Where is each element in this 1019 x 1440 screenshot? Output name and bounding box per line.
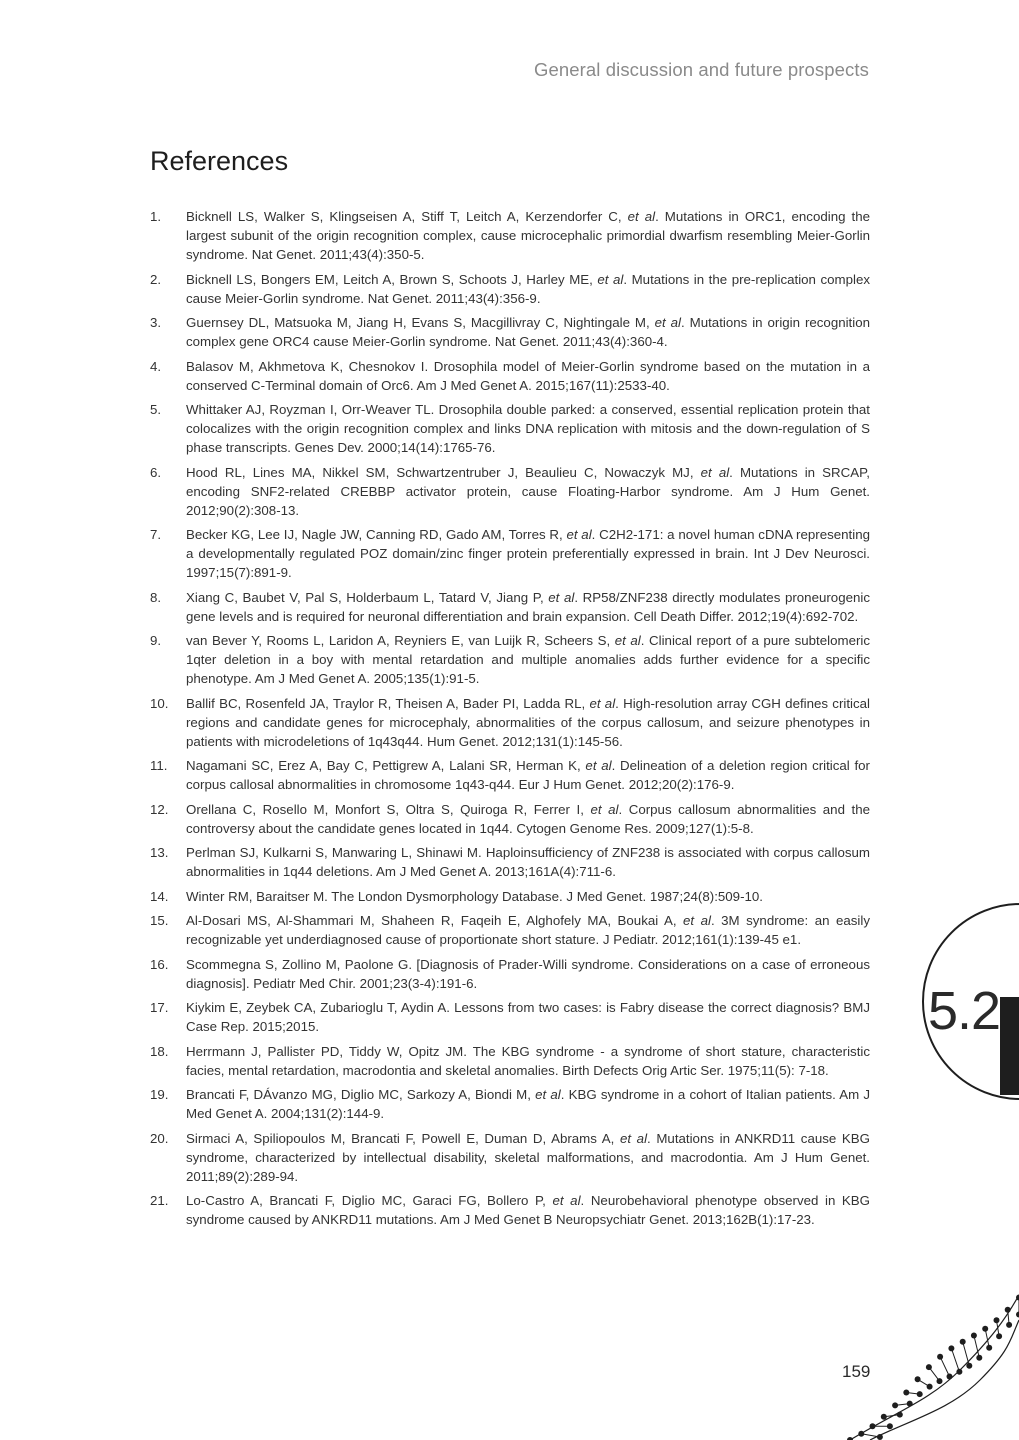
reference-et-al: et al xyxy=(700,464,730,480)
reference-number: 1. xyxy=(150,209,162,224)
dna-dot xyxy=(956,1369,962,1375)
reference-item xyxy=(150,313,870,351)
reference-et-al: et al xyxy=(627,209,656,224)
reference-details: . Mutations in the pre-replication complex cause Meier-Gorlin syndrome. Nat Genet. 2011;43(4):356-9. xyxy=(186,271,870,306)
reference-number: 2. xyxy=(150,271,162,287)
reference-number: 21. xyxy=(150,1193,169,1208)
reference-authors: Guernsey DL, Matsuoka M, Jiang H, Evans S, Macgillivray C, Nightingale M, xyxy=(186,315,655,330)
reference-item xyxy=(150,998,870,1036)
reference-et-al: et al xyxy=(619,1130,648,1146)
reference-authors: Balasov M, Akhmetova K, Chesnokov I. Drosophila model of Meier-Gorlin syndrome based on the mutation in a conserved C-Terminal domain of Orc6. Am J Med Genet A. 2015;167(11):2533-40. xyxy=(186,358,870,393)
reference-item xyxy=(150,955,870,993)
reference-item xyxy=(150,1191,870,1229)
running-head: General discussion and future prospects xyxy=(533,59,869,80)
reference-et-al: et al xyxy=(589,695,616,711)
reference-authors: Hood RL, Lines MA, Nikkel SM, Schwartzentruber J, Beaulieu C, Nowaczyk MJ, xyxy=(186,464,701,480)
reference-details: . Corpus callosum abnormalities and the controversy about the candidate genes located in 1q44. Cytogen Genome Res. 2009;127(1):5-8. xyxy=(186,801,871,836)
reference-number: 6. xyxy=(150,464,162,480)
reference-item xyxy=(150,357,870,395)
reference-authors: Bicknell LS, Bongers EM, Leitch A, Brown S, Schoots J, Harley ME, xyxy=(186,271,598,287)
reference-text xyxy=(186,957,870,991)
dna-dot xyxy=(966,1363,972,1369)
dna-rung xyxy=(929,1367,940,1381)
reference-authors: Sirmaci A, Spiliopoulos M, Brancati F, Powell E, Duman D, Abrams A, xyxy=(186,1130,620,1146)
reference-authors: Herrmann J, Pallister PD, Tiddy W, Opitz JM. The KBG syndrome - a syndrome of short stature, characteristic facies, mental retardation, macrodontia and skeletal anomalies. Birth Defects Orig Artic Ser. 1975;11(5): 7-18. xyxy=(186,1043,870,1078)
reference-number: 11. xyxy=(150,758,168,773)
chapter-tab-bar xyxy=(1000,997,1019,1095)
reference-et-al: et al xyxy=(552,1193,581,1208)
reference-details: . RP58/ZNF238 directly modulates proneurogenic gene levels and is required for neuronal differentiation and brain expansion. Cell Death Differ. 2012;19(4):692-702. xyxy=(186,589,870,624)
reference-item xyxy=(150,800,870,838)
reference-authors: Becker KG, Lee IJ, Nagle JW, Canning RD, Gado AM, Torres R, xyxy=(186,527,567,542)
reference-authors: Nagamani SC, Erez A, Bay C, Pettigrew A, Lalani SR, Herman K, xyxy=(186,758,586,773)
reference-text xyxy=(186,527,870,580)
reference-number: 19. xyxy=(150,1087,169,1102)
reference-text xyxy=(186,272,870,306)
reference-text xyxy=(186,845,870,879)
reference-list xyxy=(150,207,870,1235)
reference-text xyxy=(186,913,870,947)
reference-authors: Kiykim E, Zeybek CA, Zubarioglu T, Aydin A. Lessons from two cases: is Fabry disease the correct diagnosis? BMJ Case Rep. 2015;2015. xyxy=(186,1000,870,1034)
reference-authors: Xiang C, Baubet V, Pal S, Holderbaum L, Tatard V, Jiang P, xyxy=(186,589,549,605)
reference-authors: Brancati F, DÁvanzo MG, Diglio MC, Sarkozy A, Biondi M, xyxy=(186,1087,536,1102)
reference-text xyxy=(186,1193,870,1227)
reference-number: 17. xyxy=(150,1000,169,1015)
reference-authors: Orellana C, Rosello M, Monfort S, Oltra S, Quiroga R, Ferrer I, xyxy=(186,801,591,817)
reference-text xyxy=(186,1087,870,1121)
reference-number: 20. xyxy=(150,1130,169,1146)
reference-item xyxy=(150,1085,870,1123)
reference-text xyxy=(186,590,870,624)
dna-rung xyxy=(951,1348,959,1371)
reference-details: . KBG syndrome in a cohort of Italian patients. Am J Med Genet A. 2004;131(2):144-9. xyxy=(186,1087,870,1121)
dna-rung xyxy=(940,1357,949,1377)
reference-text xyxy=(186,209,870,262)
reference-item xyxy=(150,1129,870,1186)
reference-text xyxy=(186,359,870,393)
reference-number: 5. xyxy=(150,402,162,417)
reference-item xyxy=(150,525,870,582)
reference-details: . Delineation of a deletion region critical for corpus callosal abnormalities in chromosome 1q43-q44. Eur J Hum Genet. 2012;20(2):176-9. xyxy=(186,758,870,792)
reference-number: 9. xyxy=(150,633,162,648)
reference-text xyxy=(186,1000,870,1034)
dna-dot xyxy=(960,1339,966,1345)
reference-item xyxy=(150,207,870,264)
reference-authors: Bicknell LS, Walker S, Klingseisen A, Stiff T, Leitch A, Kerzendorfer C, xyxy=(186,209,628,224)
reference-item xyxy=(150,887,870,906)
dna-rung xyxy=(918,1379,930,1386)
reference-number: 18. xyxy=(150,1043,169,1059)
reference-details: . 3M syndrome: an easily recognizable yet underdiagnosed cause of proportionate short stature. J Pediatr. 2012;161(1):139-45 e1. xyxy=(186,913,870,947)
reference-item xyxy=(150,631,870,688)
reference-authors: Whittaker AJ, Royzman I, Orr-Weaver TL. Drosophila double parked: a conserved, essential replication protein that colocalizes with the origin recognition complex and links DNA replication with mitosis and the down-regulation of S phase transcripts. Genes Dev. 2000;14(14):1765-76. xyxy=(186,402,870,455)
reference-item xyxy=(150,588,870,626)
reference-details: . Mutations in ORC1, encoding the largest subunit of the origin recognition complex, cause microcephalic primordial dwarfism resembling Meier-Gorlin syndrome. Nat Genet. 2011;43(4):350-5. xyxy=(186,209,870,262)
reference-text xyxy=(186,465,870,518)
reference-item xyxy=(150,1042,870,1080)
reference-et-al: et al xyxy=(566,527,592,542)
reference-item xyxy=(150,756,870,794)
reference-details: . High-resolution array CGH defines critical regions and candidate genes for microcephaly, abnormalities of the corpus callosum, and seizure phenotypes in patients with microdeletions of 1q43q44. Hum Genet. 2012;131(1):145-56. xyxy=(186,695,870,749)
reference-details: . C2H2-171: a novel human cDNA representing a developmentally regulated POZ domain/zinc finger protein preferentially expressed in brain. Int J Dev Neurosci. 1997;15(7):891-9. xyxy=(186,527,870,580)
reference-item xyxy=(150,911,870,949)
reference-authors: Al-Dosari MS, Al-Shammari M, Shaheen R, Faqeih E, Alghofely MA, Boukai A, xyxy=(186,913,684,928)
reference-et-al: et al xyxy=(683,913,711,928)
reference-number: 16. xyxy=(150,956,169,972)
reference-number: 14. xyxy=(150,888,169,904)
reference-number: 3. xyxy=(150,315,162,330)
reference-text xyxy=(186,1131,870,1184)
reference-details: . Clinical report of a pure subtelomeric 1qter deletion in a boy with mental retardation and multiple anomalies adds further evidence for a specific phenotype. Am J Med Genet A. 2005;135(1):91-5. xyxy=(186,633,870,686)
reference-number: 8. xyxy=(150,589,162,605)
reference-details: . Neurobehavioral phenotype observed in KBG syndrome caused by ANKRD11 mutations. Am J Med Genet B Neuropsychiatr Genet. 2013;162B(1):17-23. xyxy=(186,1193,871,1227)
reference-number: 7. xyxy=(150,527,162,542)
reference-authors: Ballif BC, Rosenfeld JA, Traylor R, Theisen A, Bader PI, Ladda RL, xyxy=(186,695,590,711)
reference-details: . Mutations in ANKRD11 cause KBG syndrome, characterized by intellectual disability, skeletal malformations, and macrodontia. Am J Hum Genet. 2011;89(2):289-94. xyxy=(186,1130,870,1184)
chapter-marker: 5.2 xyxy=(928,981,1001,1041)
page-title: References xyxy=(150,146,289,176)
reference-details: . Mutations in origin recognition complex gene ORC4 cause Meier-Gorlin syndrome. Nat Genet. 2011;43(4):360-4. xyxy=(186,315,870,349)
page-number: 159 xyxy=(842,1362,871,1381)
reference-item xyxy=(150,694,870,751)
reference-number: 12. xyxy=(150,801,169,817)
reference-authors: Lo-Castro A, Brancati F, Diglio MC, Garaci FG, Bollero P, xyxy=(186,1193,553,1208)
reference-authors: van Bever Y, Rooms L, Laridon A, Reyniers E, van Luijk R, Scheers S, xyxy=(186,633,615,648)
reference-text xyxy=(186,1044,870,1078)
reference-authors: Perlman SJ, Kulkarni S, Manwaring L, Shinawi M. Haploinsufficiency of ZNF238 is associated with corpus callosum abnormalities in 1q44 deletions. Am J Med Genet A. 2013;161A(4):711-6. xyxy=(186,845,870,879)
reference-number: 10. xyxy=(150,695,169,711)
dna-dot xyxy=(937,1354,943,1360)
reference-text xyxy=(186,802,870,836)
reference-authors: Winter RM, Baraitser M. The London Dysmorphology Database. J Med Genet. 1987;24(8):509-10. xyxy=(186,888,763,904)
reference-text xyxy=(186,315,870,349)
reference-number: 13. xyxy=(150,845,169,860)
dna-rung xyxy=(861,1434,880,1437)
dna-helix-icon xyxy=(840,1290,1019,1440)
dna-rung xyxy=(963,1342,970,1366)
reference-et-al: et al xyxy=(535,1087,561,1102)
reference-item xyxy=(150,843,870,881)
reference-et-al: et al xyxy=(590,801,619,817)
reference-et-al: et al xyxy=(585,758,612,773)
reference-et-al: et al xyxy=(614,633,641,648)
reference-number: 15. xyxy=(150,913,169,928)
reference-number: 4. xyxy=(150,358,162,374)
reference-item xyxy=(150,463,870,520)
reference-text xyxy=(186,633,870,686)
reference-item xyxy=(150,400,870,457)
reference-text xyxy=(186,696,870,749)
reference-details: . Mutations in SRCAP, encoding SNF2-related CREBBP activator protein, cause Floating-Harbor syndrome. Am J Hum Genet. 2012;90(2):308-13. xyxy=(186,464,870,518)
reference-item xyxy=(150,270,870,308)
reference-authors: Scommegna S, Zollino M, Paolone G. [Diagnosis of Prader-Willi syndrome. Considerations on a case of erroneous diagnosis]. Pediatr Med Chir. 2001;23(3-4):191-6. xyxy=(186,956,870,991)
reference-et-al: et al xyxy=(597,271,624,287)
reference-text xyxy=(186,402,870,455)
reference-text xyxy=(186,889,763,904)
reference-et-al: et al xyxy=(654,315,681,330)
reference-text xyxy=(186,758,870,792)
reference-et-al: et al xyxy=(548,589,575,605)
